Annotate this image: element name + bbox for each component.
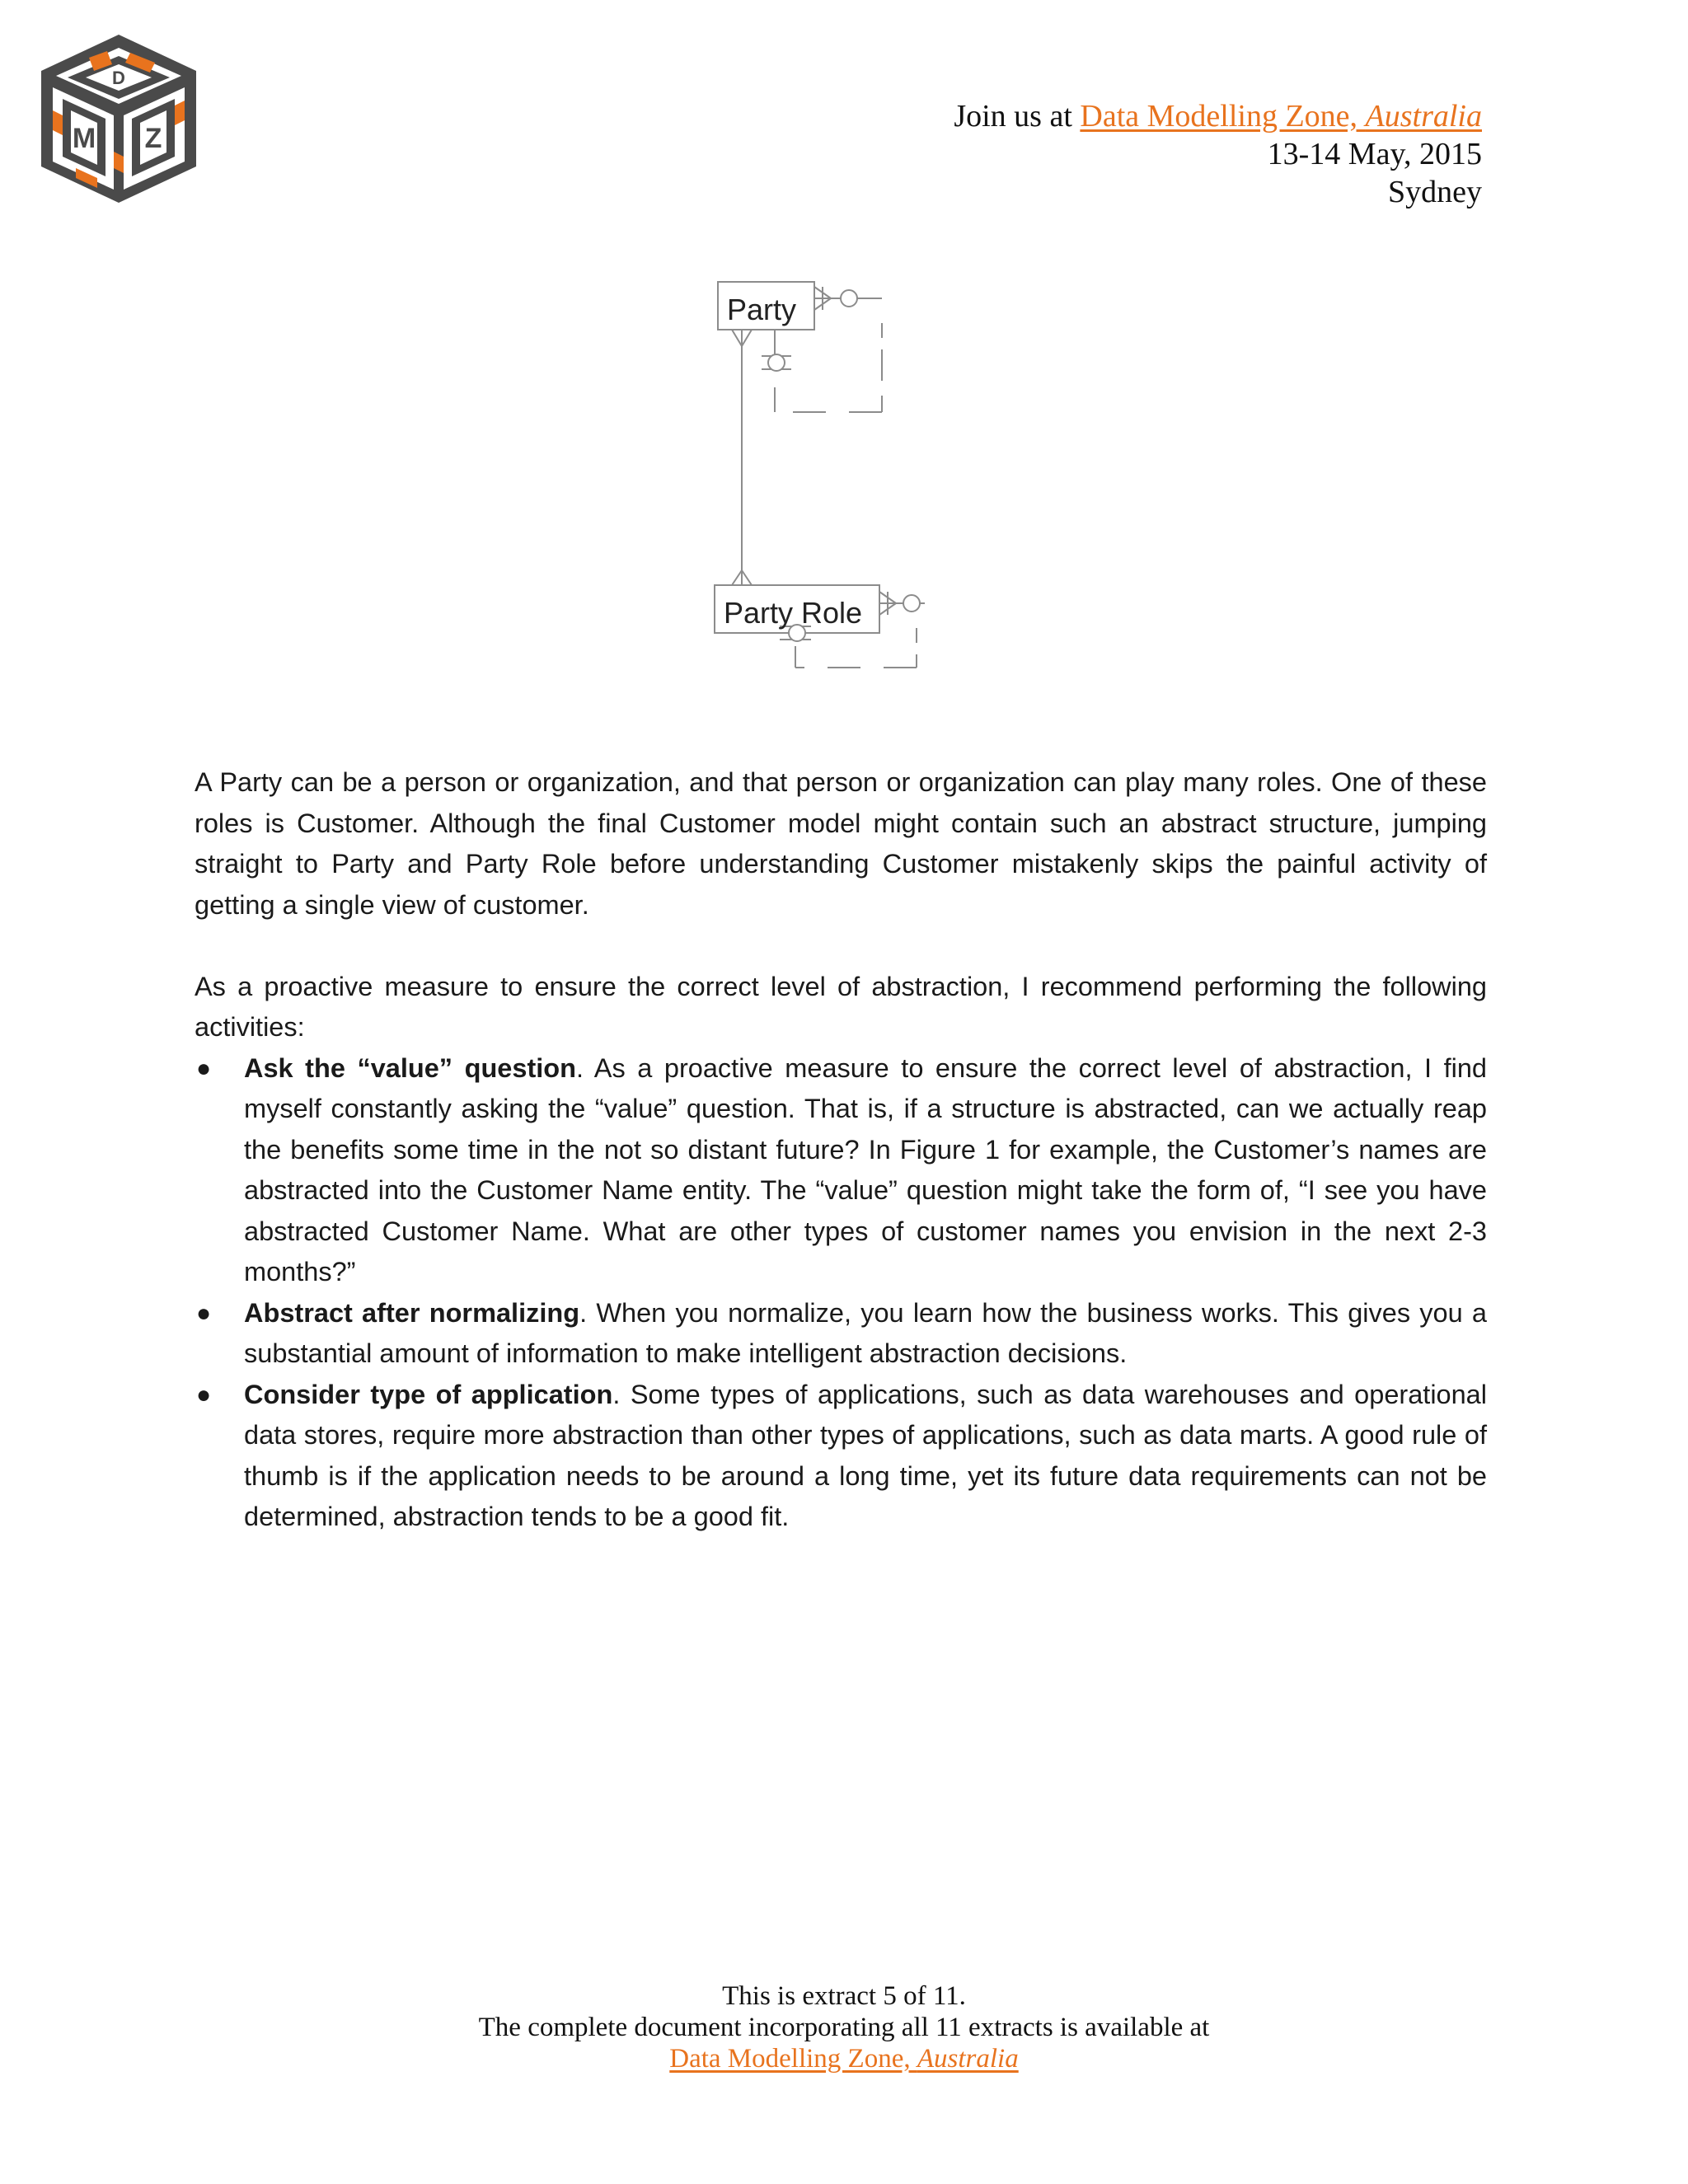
dmz-logo xyxy=(31,28,206,209)
bullet-icon: ● xyxy=(196,1054,212,1082)
bullet-icon: ● xyxy=(196,1380,212,1408)
party-role-entity-label: Party Role xyxy=(724,596,863,630)
logo-letter-m: M xyxy=(72,123,96,154)
paragraph-activities-intro: As a proactive measure to ensure the correct level of abstraction, I recommend performing the following activities: xyxy=(195,971,1487,1042)
footer-extract-line: This is extract 5 of 11. xyxy=(722,1981,966,2011)
logo-letter-d: D xyxy=(112,68,125,88)
logo-letter-z: Z xyxy=(144,123,162,154)
list-item-title: Ask the “value” question xyxy=(244,1052,577,1083)
event-city: Sydney xyxy=(1388,175,1482,209)
list-item-text: . When you normalize, you learn how the business works. This gives you a substantial amount of information to make intelligent abstraction decisions. xyxy=(244,1297,1487,1368)
list-item-text: . As a proactive measure to ensure the correct level of abstraction, I find myself constantly asking the “value” question. That is, if a structure is abstracted, can we actually reap the benefits some time in the not so distant future? In Figure 1 for example, the Customer’s names are abstracted into the Customer Name entity. The “value” question might take the form of, “I see you have abstracted Customer Name. What are other types of customer names you envision in the next 2-3 months?” xyxy=(244,1052,1487,1286)
join-line xyxy=(954,97,1482,135)
list-item-title: Abstract after normalizing xyxy=(244,1297,580,1328)
list-item-text: . Some types of applications, such as data warehouses and operational data stores, require more abstraction than other types of applications, such as data marts. A good rule of thumb is if the application needs to be around a long time, yet its future data requirements can not be determined, abstraction tends to be a good fit. xyxy=(244,1379,1487,1531)
event-link[interactable]: Data Modelling Zone, Australia xyxy=(1080,99,1482,134)
bullet-icon: ● xyxy=(196,1299,212,1327)
paragraph-party-roles: A Party can be a person or organization, and that person or organization can play many roles. One of these roles is Customer. Although the final Customer model might contain such an abstract structure, jumping straight to Party and Party Role before understanding Customer mistakenly skips the painful activity of getting a single view of customer. xyxy=(195,767,1487,920)
activities-list xyxy=(195,1048,1487,1538)
event-header xyxy=(954,97,1482,211)
footer-availability-line: The complete document incorporating all 11 extracts is available at xyxy=(478,2013,1210,2042)
list-item xyxy=(195,1293,1487,1375)
page-footer xyxy=(0,1980,1688,2074)
party-role-diagram xyxy=(709,272,973,684)
list-item xyxy=(195,1048,1487,1293)
article-body xyxy=(195,762,1487,1538)
join-prefix: Join us at xyxy=(954,99,1081,134)
party-entity-label: Party xyxy=(727,293,797,326)
footer-link-line xyxy=(0,2043,1688,2074)
footer-event-link[interactable]: Data Modelling Zone, Australia xyxy=(669,2044,1019,2074)
list-item-title: Consider type of application xyxy=(244,1379,613,1409)
list-item xyxy=(195,1375,1487,1538)
event-date: 13-14 May, 2015 xyxy=(1267,137,1482,171)
